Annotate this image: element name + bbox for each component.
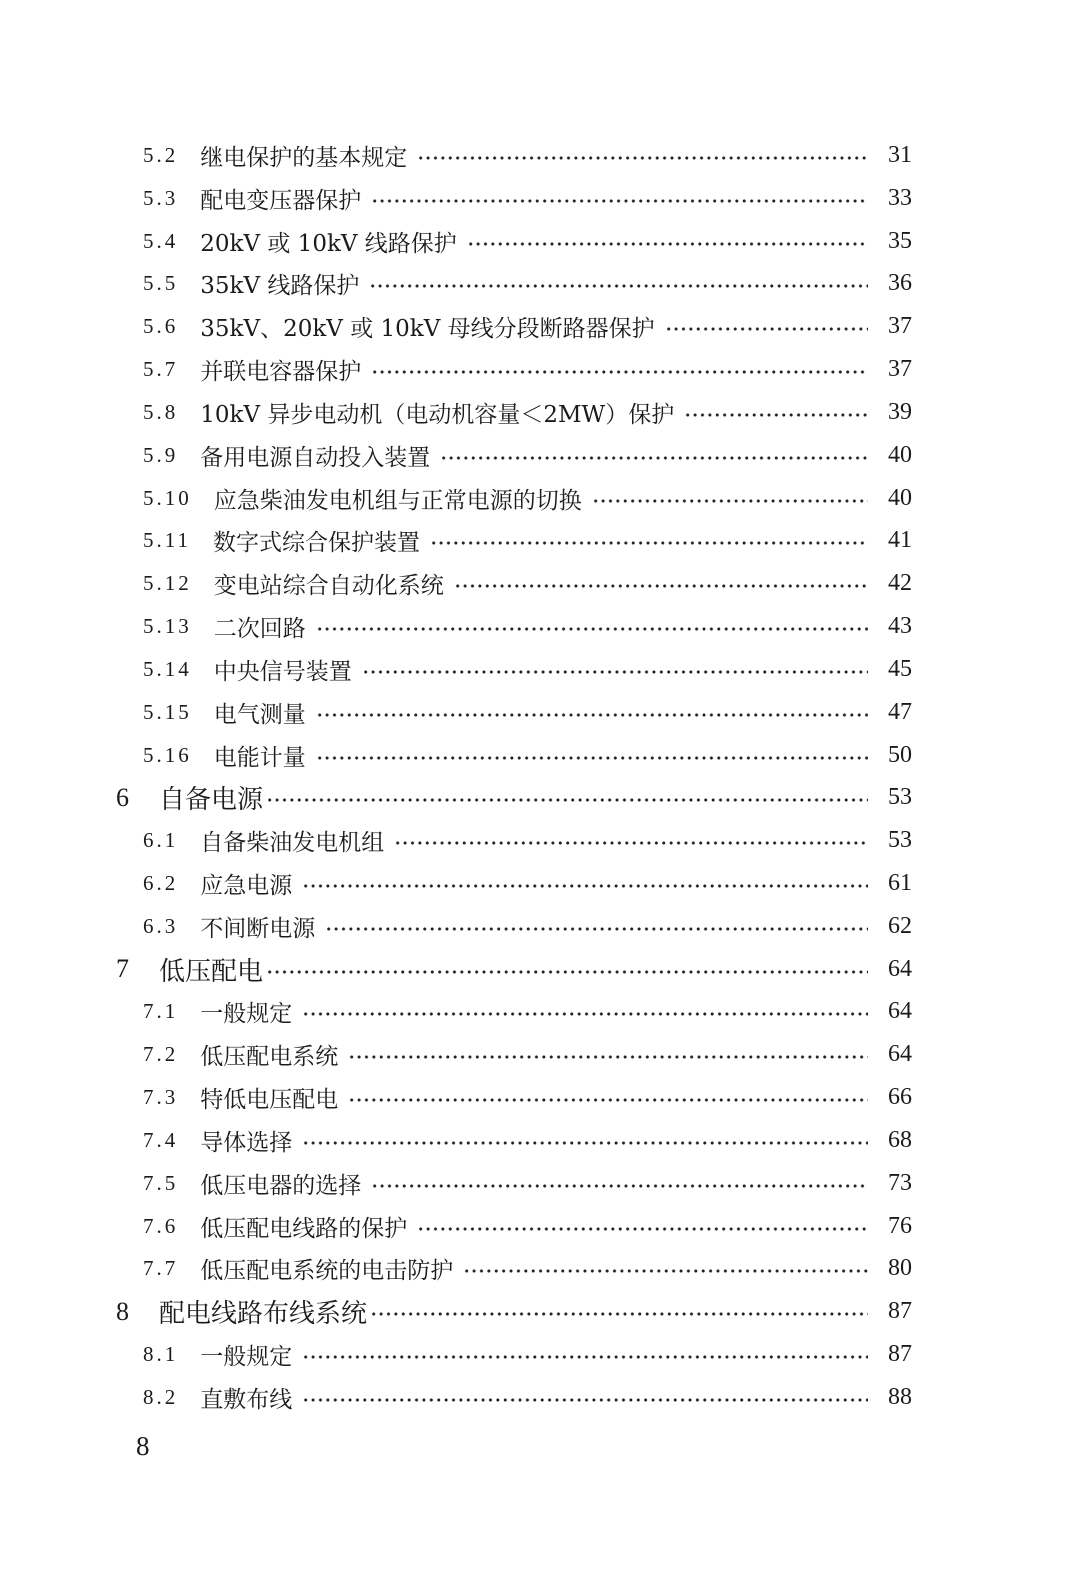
toc-entry-page: 43 xyxy=(888,613,912,640)
toc-entry-page: 31 xyxy=(888,141,912,168)
toc-entry-page: 33 xyxy=(888,184,912,211)
toc-entry-page: 40 xyxy=(888,484,912,511)
dot-leader xyxy=(394,840,868,846)
toc-chapter-entry xyxy=(0,948,912,991)
toc-entry-page: 80 xyxy=(888,1255,912,1282)
toc-entry-title: 低压配电系统的电击防护 xyxy=(200,1258,454,1285)
dot-leader xyxy=(316,626,868,632)
toc-entry-title: 自备电源 xyxy=(159,785,264,816)
dot-leader xyxy=(665,326,868,332)
toc-entry-title: 20kV 或 10kV 线路保护 xyxy=(200,230,457,257)
toc-entry-title: 电能计量 xyxy=(213,744,306,771)
toc-entry-page: 73 xyxy=(888,1169,912,1196)
toc-entry-number: 7.5 xyxy=(143,1170,179,1195)
toc-entry-number: 5.8 xyxy=(143,399,179,424)
toc-entry-number: 5.9 xyxy=(143,442,179,467)
toc-entry-title: 自备柴油发电机组 xyxy=(200,830,385,857)
toc-entry-title: 中央信号装置 xyxy=(213,658,352,685)
toc-entry-title: 电气测量 xyxy=(213,701,306,728)
toc-entry-number: 5.6 xyxy=(143,314,179,339)
toc-section-entry xyxy=(0,1119,912,1162)
toc-entry-number: 5.11 xyxy=(143,528,191,553)
toc-entry-title: 并联电容器保护 xyxy=(200,359,362,386)
toc-entry-title: 应急柴油发电机组与正常电源的切换 xyxy=(213,487,582,514)
toc-section-entry xyxy=(0,1033,912,1076)
dot-leader xyxy=(325,926,868,932)
toc-entry-title: 应急电源 xyxy=(200,872,293,899)
dot-leader xyxy=(316,712,868,718)
dot-leader xyxy=(369,283,868,289)
toc-entry-title: 低压电器的选择 xyxy=(200,1172,362,1199)
toc-entry-page: 76 xyxy=(888,1212,912,1239)
toc-entry-number: 5.3 xyxy=(143,185,179,210)
dot-leader xyxy=(370,1311,868,1317)
dot-leader xyxy=(302,1140,868,1146)
dot-leader xyxy=(371,369,868,375)
toc-entry-number: 8.1 xyxy=(143,1342,179,1367)
toc-entry-page: 37 xyxy=(888,356,912,383)
toc-entry-page: 53 xyxy=(888,784,912,811)
toc-section-entry xyxy=(0,605,912,648)
toc-entry-page: 62 xyxy=(888,912,912,939)
toc-entry-page: 68 xyxy=(888,1126,912,1153)
dot-leader xyxy=(463,1268,868,1274)
toc-section-entry xyxy=(0,262,912,305)
toc-section-entry xyxy=(0,1076,912,1119)
toc-entry-number: 6.1 xyxy=(143,828,179,853)
toc-entry-page: 87 xyxy=(888,1341,912,1368)
toc-section-entry xyxy=(0,734,912,777)
table-of-contents xyxy=(0,134,1080,1419)
toc-entry-number: 7.6 xyxy=(143,1213,179,1238)
toc-entry-title: 二次回路 xyxy=(213,616,306,643)
toc-entry-title: 变电站综合自动化系统 xyxy=(213,573,444,600)
toc-section-entry xyxy=(0,391,912,434)
toc-entry-number: 7 xyxy=(116,954,129,984)
toc-section-entry xyxy=(0,177,912,220)
toc-entry-number: 5.13 xyxy=(143,614,192,639)
toc-entry-number: 7.7 xyxy=(143,1256,179,1281)
toc-entry-title: 不间断电源 xyxy=(200,915,316,942)
toc-entry-title: 继电保护的基本规定 xyxy=(200,144,408,171)
toc-entry-number: 5.15 xyxy=(143,699,192,724)
toc-section-entry xyxy=(0,562,912,605)
toc-section-entry xyxy=(0,519,912,562)
toc-entry-page: 41 xyxy=(888,527,912,554)
dot-leader xyxy=(316,755,868,761)
toc-entry-number: 5.16 xyxy=(143,742,192,767)
dot-leader xyxy=(417,1226,868,1232)
toc-section-entry xyxy=(0,1162,912,1205)
toc-entry-page: 88 xyxy=(888,1383,912,1410)
toc-entry-title: 特低电压配电 xyxy=(200,1087,339,1114)
toc-entry-title: 35kV 线路保护 xyxy=(200,273,360,300)
dot-leader xyxy=(440,455,868,461)
dot-leader xyxy=(467,241,868,247)
toc-section-entry xyxy=(0,1205,912,1248)
toc-entry-page: 64 xyxy=(888,955,912,982)
toc-entry-page: 50 xyxy=(888,741,912,768)
toc-entry-page: 37 xyxy=(888,313,912,340)
toc-entry-number: 5.2 xyxy=(143,142,179,167)
toc-entry-title: 10kV 异步电动机（电动机容量＜2MW）保护 xyxy=(200,401,675,428)
toc-section-entry xyxy=(0,905,912,948)
toc-section-entry xyxy=(0,134,912,177)
toc-entry-title: 配电变压器保护 xyxy=(200,187,362,214)
dot-leader xyxy=(684,412,868,418)
toc-section-entry xyxy=(0,1333,912,1376)
dot-leader xyxy=(371,198,868,204)
toc-entry-page: 40 xyxy=(888,441,912,468)
toc-entry-number: 6.3 xyxy=(143,913,179,938)
toc-entry-number: 7.2 xyxy=(143,1042,179,1067)
dot-leader xyxy=(454,583,868,589)
dot-leader xyxy=(417,155,868,161)
toc-entry-page: 87 xyxy=(888,1298,912,1325)
toc-entry-title: 直敷布线 xyxy=(200,1386,293,1413)
toc-entry-number: 8.2 xyxy=(143,1384,179,1409)
toc-entry-page: 64 xyxy=(888,1041,912,1068)
toc-entry-number: 5.14 xyxy=(143,656,192,681)
toc-entry-number: 7.4 xyxy=(143,1127,179,1152)
toc-entry-title: 低压配电系统 xyxy=(200,1044,339,1071)
dot-leader xyxy=(302,1011,868,1017)
dot-leader xyxy=(302,1354,868,1360)
toc-section-entry xyxy=(0,220,912,263)
toc-entry-number: 5.5 xyxy=(143,271,179,296)
toc-entry-title: 一般规定 xyxy=(200,1344,293,1371)
dot-leader xyxy=(266,797,868,803)
toc-section-entry xyxy=(0,434,912,477)
toc-chapter-entry xyxy=(0,776,912,819)
toc-entry-page: 35 xyxy=(888,227,912,254)
toc-entry-page: 61 xyxy=(888,869,912,896)
toc-section-entry xyxy=(0,1376,912,1419)
toc-entry-title: 配电线路布线系统 xyxy=(159,1299,368,1330)
toc-entry-page: 47 xyxy=(888,698,912,725)
dot-leader xyxy=(348,1054,868,1060)
toc-entry-title: 35kV、20kV 或 10kV 母线分段断路器保护 xyxy=(200,316,655,343)
toc-entry-page: 42 xyxy=(888,570,912,597)
toc-entry-title: 数字式综合保护装置 xyxy=(212,530,420,557)
toc-entry-number: 6 xyxy=(116,782,129,812)
toc-section-entry xyxy=(0,348,912,391)
toc-entry-number: 5.4 xyxy=(143,228,179,253)
toc-section-entry xyxy=(0,477,912,520)
toc-section-entry xyxy=(0,1248,912,1291)
toc-section-entry xyxy=(0,648,912,691)
toc-entry-number: 8 xyxy=(116,1296,129,1326)
toc-entry-number: 7.3 xyxy=(143,1085,179,1110)
toc-entry-page: 53 xyxy=(888,827,912,854)
toc-section-entry xyxy=(0,691,912,734)
toc-entry-number: 5.7 xyxy=(143,357,179,382)
toc-entry-title: 低压配电 xyxy=(159,956,264,987)
dot-leader xyxy=(348,1097,868,1103)
toc-section-entry xyxy=(0,305,912,348)
dot-leader xyxy=(371,1183,868,1189)
dot-leader xyxy=(430,540,868,546)
toc-entry-title: 一般规定 xyxy=(200,1001,293,1028)
dot-leader xyxy=(266,969,868,975)
dot-leader xyxy=(302,1397,868,1403)
page-number: 8 xyxy=(136,1431,150,1461)
toc-entry-page: 39 xyxy=(888,398,912,425)
dot-leader xyxy=(362,669,868,675)
dot-leader xyxy=(592,498,868,504)
toc-entry-page: 66 xyxy=(888,1084,912,1111)
toc-section-entry xyxy=(0,991,912,1034)
toc-entry-number: 6.2 xyxy=(143,870,179,895)
toc-entry-page: 64 xyxy=(888,998,912,1025)
dot-leader xyxy=(302,883,868,889)
toc-entry-number: 5.10 xyxy=(143,485,192,510)
toc-entry-number: 7.1 xyxy=(143,999,179,1024)
toc-chapter-entry xyxy=(0,1290,912,1333)
toc-section-entry xyxy=(0,862,912,905)
toc-entry-title: 低压配电线路的保护 xyxy=(200,1215,408,1242)
toc-entry-title: 导体选择 xyxy=(200,1129,293,1156)
toc-section-entry xyxy=(0,819,912,862)
toc-entry-number: 5.12 xyxy=(143,571,192,596)
toc-entry-page: 36 xyxy=(888,270,912,297)
toc-entry-page: 45 xyxy=(888,655,912,682)
toc-entry-title: 备用电源自动投入装置 xyxy=(200,444,431,471)
